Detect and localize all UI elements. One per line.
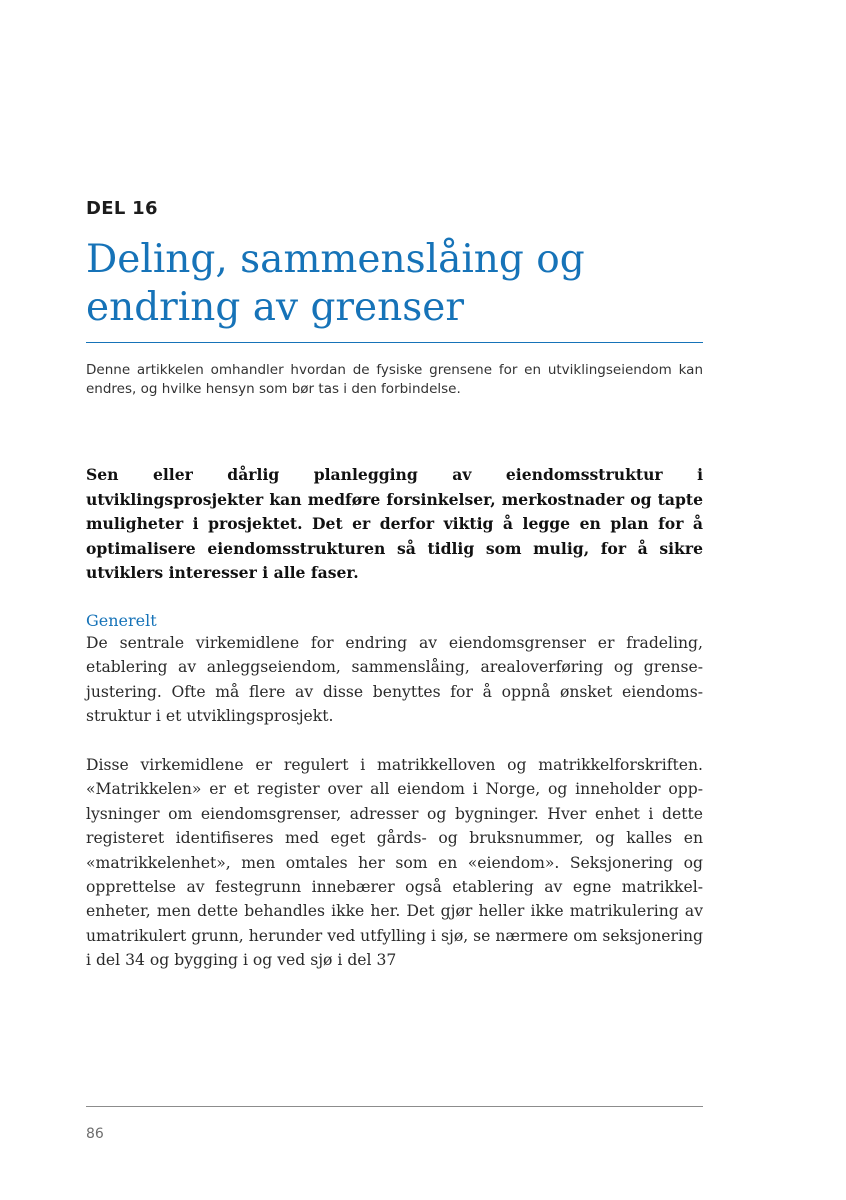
- document-page: [86, 0, 703, 1200]
- page-title: [86, 236, 703, 332]
- intro-text: Denne artikkelen omhandler hvordan de fysiske grensene for en utviklingseiendom kan endres, og hvilke hensyn som bør tas i den forbindelse.: [86, 362, 703, 397]
- body-paragraph: Disse virkemidlene er regulert i matrikkelloven og matrikkelforskriften. «Matrikkelen» er et register over all eiendom i Norge, og inneholder opplysninger om eiendomsgrenser, adresser og bygninger. Hver enhet i dette registeret identifiseres med eget gårds- og bruksnummer, og kalles en «matrikkelenhet», men omtales her som en «eiendom». Seksjonering og opprettelse av festegrunn innebærer også etablering av egne matrikkelenheter, men dette behandles ikke her. Det gjør heller ikke matrikulering av umatrikulert grunn, herunder ved utfylling i sjø, se nærmere om seksjonering i del 34 og bygging i og ved sjø i del 37: [86, 756, 703, 970]
- body-paragraph: De sentrale virkemidlene for endring av eiendomsgrenser er fradeling, etablering av anleggseiendom, sammenslåing, arealoverføring og grensejustering. Ofte må flere av disse benyttes for å oppnå ønsket eiendomsstruktur i et utviklingsprosjekt.: [86, 634, 703, 726]
- footer-divider: [86, 1106, 703, 1107]
- title-divider: [86, 342, 703, 343]
- lead-paragraph: Sen eller dårlig planlegging av eiendomsstruktur i utviklingsprosjekter kan medføre forsinkelser, merkostnader og tapte muligheter i prosjektet. Det er derfor viktig å legge en plan for å optimalisere eiendomsstrukturen så tidlig som mulig, for å sikre utviklers interesser i alle faser.: [86, 465, 703, 582]
- section-heading: Generelt: [86, 611, 157, 630]
- title-line-1: Deling, sammenslåing og: [86, 237, 585, 282]
- page-number: 86: [86, 1126, 104, 1142]
- part-label: DEL 16: [86, 198, 158, 219]
- title-line-2: endring av grenser: [86, 285, 464, 330]
